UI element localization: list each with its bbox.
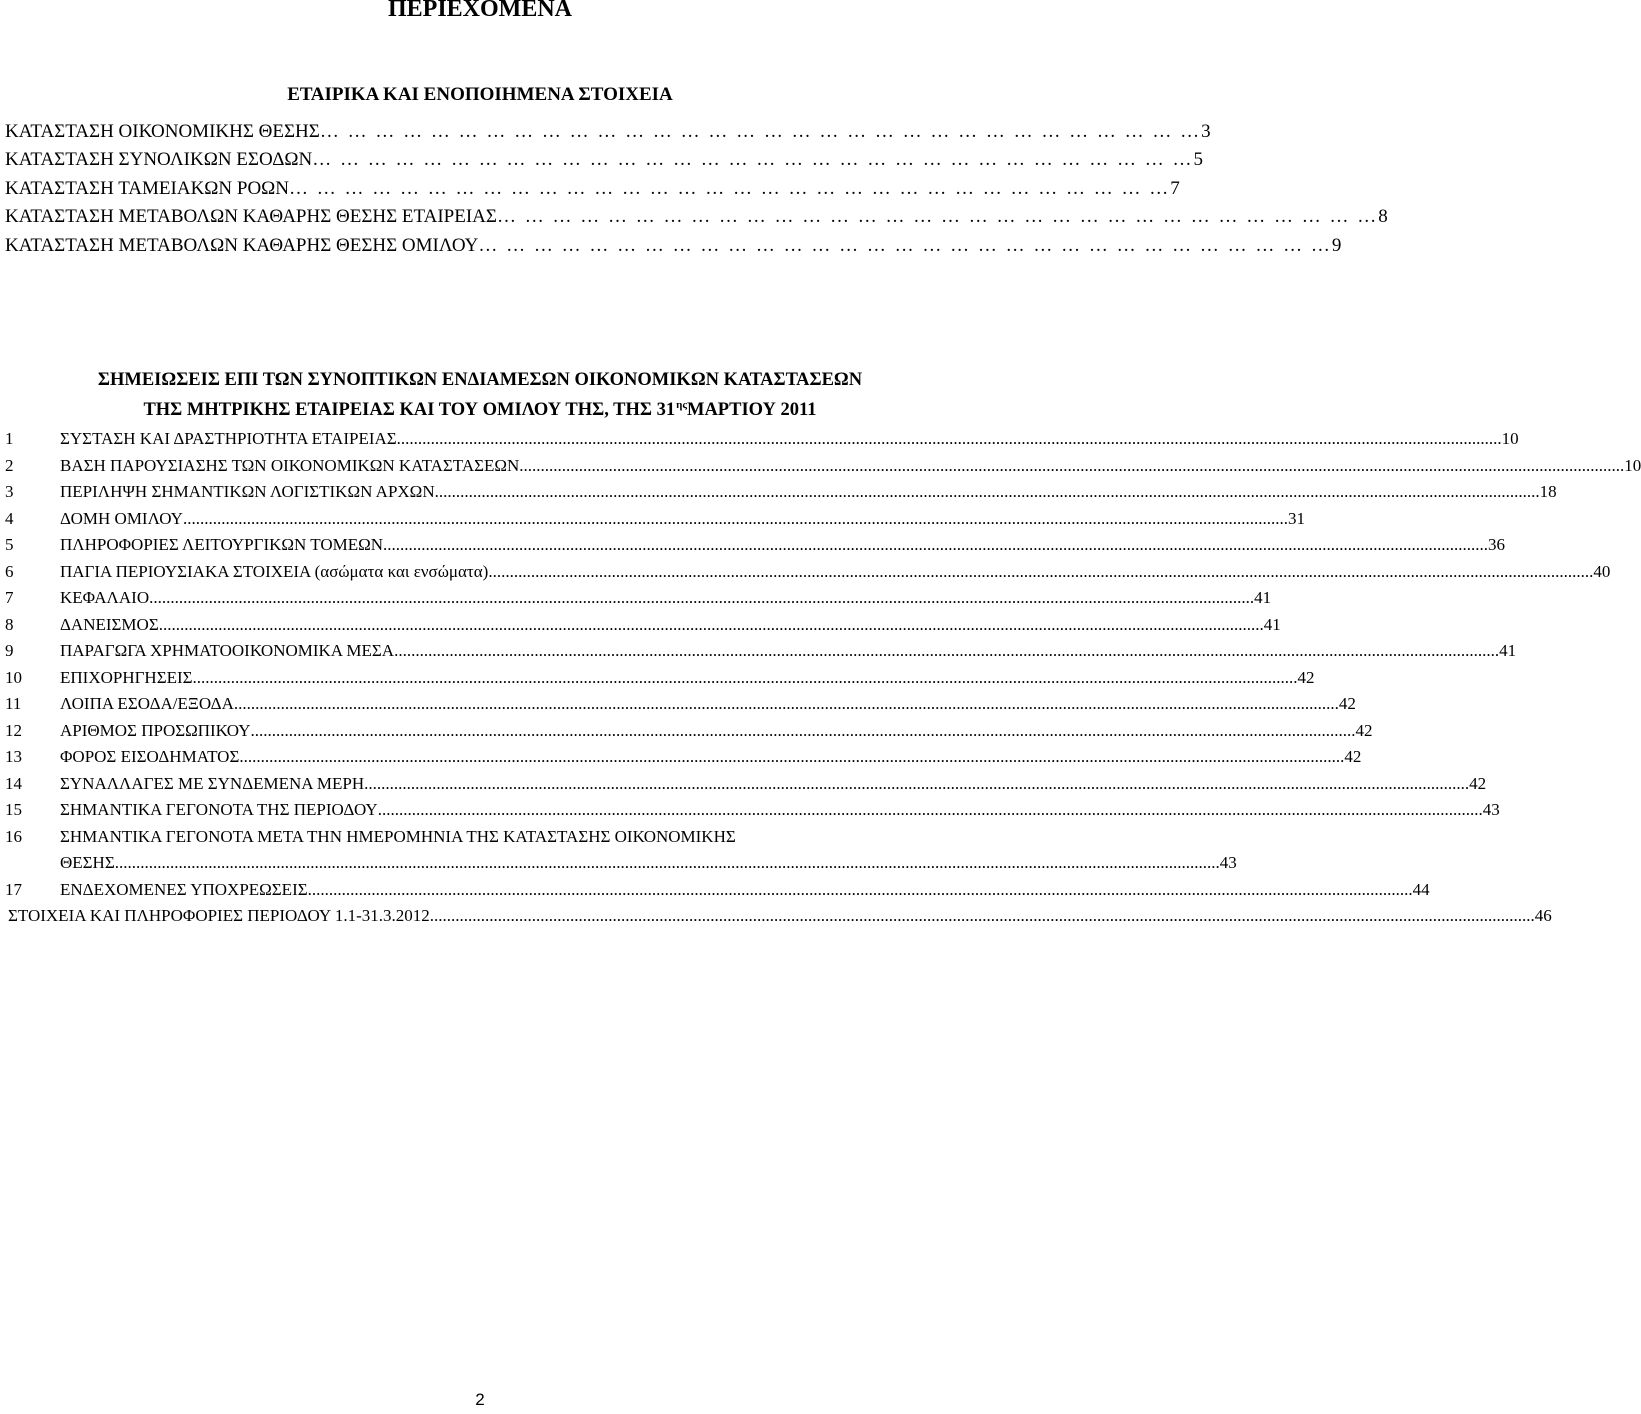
toc-entry-label: ΚΑΤΑΣΤΑΣΗ ΟΙΚΟΝΟΜΙΚΗΣ ΘΕΣΗΣ bbox=[5, 121, 320, 142]
dot-leader: … … … … … … … … … … … … … … … … … … … … … … … … … … … … … … … bbox=[478, 234, 1332, 256]
toc-entry-page: 5 bbox=[1193, 149, 1204, 171]
toc-entry-label: ΣΤΟΙΧΕΙΑ ΚΑΙ ΠΛΗΡΟΦΟΡΙΕΣ ΠΕΡΙΟΔΟΥ 1.1-31.3.2012 bbox=[8, 906, 430, 925]
toc-entry[interactable] bbox=[5, 426, 1519, 453]
dot-leader: .................................................................................................................................................................................................................................................................... bbox=[383, 535, 1489, 554]
dot-leader: … … … … … … … … … … … … … … … … … … … … … … … … … … … … … … … … bbox=[312, 149, 1194, 171]
dot-leader: .................................................................................................................................................................................................................................................................... bbox=[182, 508, 1288, 528]
toc-entry[interactable] bbox=[5, 718, 1373, 745]
toc-entry-number: 5 bbox=[5, 535, 14, 554]
notes-heading-line2-text: ΤΗΣ ΜΗΤΡΙΚΗΣ ΕΤΑΙΡΕΙΑΣ ΚΑΙ ΤΟΥ ΟΜΙΛΟΥ ΤΗΣ, ΤΗΣ 31 bbox=[143, 400, 676, 420]
toc-entry-page: 40 bbox=[1593, 561, 1611, 581]
toc-entry-page: 42 bbox=[1344, 747, 1362, 766]
toc-entry-number: 1 bbox=[5, 429, 14, 448]
toc-entry[interactable] bbox=[5, 585, 1272, 612]
toc-entry[interactable] bbox=[5, 146, 1204, 174]
dot-leader: .................................................................................................................................................................................................................................................................... bbox=[396, 429, 1502, 448]
toc-entry[interactable] bbox=[5, 506, 1305, 533]
dot-leader: .................................................................................................................................................................................................................................................................... bbox=[307, 879, 1413, 899]
toc-entry-label: ΠΑΓΙΑ ΠΕΡΙΟΥΣΙΑΚΑ ΣΤΟΙΧΕΙΑ (ασώματα και ενσώματα) bbox=[60, 561, 489, 581]
toc-entry-page: 10 bbox=[1624, 455, 1641, 475]
toc-entry-label: ΑΡΙΘΜΟΣ ΠΡΟΣΩΠΙΚΟΥ bbox=[60, 720, 251, 740]
toc-entry-label: ΚΕΦΑΛΑΙΟ bbox=[60, 588, 150, 607]
notes-heading-line2-date: ΜΑΡΤΙΟΥ 2011 bbox=[686, 400, 817, 420]
toc-entry-label: ΚΑΤΑΣΤΑΣΗ ΣΥΝΟΛΙΚΩΝ ΕΣΟΔΩΝ bbox=[5, 149, 313, 171]
dot-leader: .................................................................................................................................................................................................................................................................... bbox=[158, 614, 1264, 634]
toc-entry-page: 43 bbox=[1219, 853, 1237, 872]
toc-entry-number: 13 bbox=[5, 747, 22, 766]
dot-leader: … … … … … … … … … … … … … … … … … … … … … … … … … … … … … … … … bbox=[319, 121, 1202, 142]
toc-entry-number: 2 bbox=[5, 455, 14, 475]
dot-leader: .................................................................................................................................................................................................................................................................... bbox=[250, 720, 1356, 740]
toc-entry[interactable] bbox=[5, 175, 1180, 203]
toc-entry[interactable] bbox=[5, 824, 961, 851]
toc-entry-label: ΚΑΤΑΣΤΑΣΗ ΜΕΤΑΒΟΛΩΝ ΚΑΘΑΡΗΣ ΘΕΣΗΣ ΕΤΑΙΡΕΙΑΣ bbox=[5, 206, 497, 228]
dot-leader: .................................................................................................................................................................................................................................................................... bbox=[394, 641, 1500, 660]
toc-entry[interactable] bbox=[5, 612, 1281, 639]
toc-entry-page: 41 bbox=[1263, 614, 1281, 634]
toc-entry-page: 42 bbox=[1297, 667, 1315, 687]
toc-entry-page: 9 bbox=[1331, 234, 1342, 256]
notes-list bbox=[5, 426, 1641, 930]
toc-entry-page: 42 bbox=[1338, 694, 1356, 713]
toc-entry-page: 8 bbox=[1378, 206, 1388, 228]
toc-entry-number: 12 bbox=[5, 720, 22, 740]
toc-entry[interactable] bbox=[5, 479, 1557, 506]
dot-leader: .................................................................................................................................................................................................................................................................... bbox=[149, 588, 1255, 607]
toc-entry-label: ΠΕΡΙΛΗΨΗ ΣΗΜΑΝΤΙΚΩΝ ΛΟΓΙΣΤΙΚΩΝ ΑΡΧΩΝ bbox=[60, 482, 435, 501]
dot-leader: … … … … … … … … … … … … … … … … … … … … … … … … … … … … … … … … bbox=[496, 206, 1379, 228]
toc-entry[interactable] bbox=[5, 232, 1342, 260]
dot-leader: .................................................................................................................................................................................................................................................................... bbox=[434, 482, 1540, 501]
toc-entry-number: 11 bbox=[5, 694, 22, 713]
toc-entry-page: 42 bbox=[1469, 773, 1487, 793]
toc-entry-label: ΚΑΤΑΣΤΑΣΗ ΤΑΜΕΙΑΚΩΝ ΡΟΩΝ bbox=[5, 177, 290, 199]
toc-entry[interactable] bbox=[5, 744, 1362, 771]
toc-entry-number: 17 bbox=[5, 879, 22, 899]
toc-entry-number: 16 bbox=[5, 826, 22, 846]
toc-entry-label: ΔΟΜΗ ΟΜΙΛΟΥ bbox=[60, 508, 183, 528]
toc-entry-page: 36 bbox=[1488, 535, 1506, 554]
toc-entry-page: 41 bbox=[1499, 641, 1517, 660]
notes-heading-line2 bbox=[0, 393, 960, 423]
toc-entry-number: 6 bbox=[5, 561, 14, 581]
toc-entry[interactable] bbox=[5, 638, 1517, 665]
toc-entry-label: ΠΑΡΑΓΩΓΑ ΧΡΗΜΑΤΟΟΙΚΟΝΟΜΙΚΑ ΜΕΣΑ bbox=[60, 641, 395, 660]
dot-leader: .................................................................................................................................................................................................................................................................... bbox=[377, 800, 1483, 819]
dot-leader: .................................................................................................................................................................................................................................................................... bbox=[114, 853, 1220, 872]
toc-entry-label: ΕΠΙΧΟΡΗΓΗΣΕΙΣ bbox=[60, 667, 193, 687]
toc-entry-label: ΣΗΜΑΝΤΙΚΑ ΓΕΓΟΝΟΤΑ ΤΗΣ ΠΕΡΙΟΔΟΥ bbox=[60, 800, 378, 819]
ordinal-superscript: ης bbox=[676, 399, 687, 411]
toc-entry[interactable] bbox=[5, 118, 1211, 146]
toc-entry-page: 46 bbox=[1534, 906, 1552, 925]
toc-entry[interactable] bbox=[5, 453, 1641, 480]
toc-entry[interactable] bbox=[5, 532, 1506, 559]
toc-entry-label: ΒΑΣΗ ΠΑΡΟΥΣΙΑΣΗΣ ΤΩΝ ΟΙΚΟΝΟΜΙΚΩΝ ΚΑΤΑΣΤΑΣΕΩΝ bbox=[60, 455, 520, 475]
toc-entry-number: 14 bbox=[5, 773, 22, 793]
toc-entry-number: 3 bbox=[5, 482, 14, 501]
toc-entry-page: 42 bbox=[1355, 720, 1373, 740]
notes-heading-line1: ΣΗΜΕΙΩΣΕΙΣ ΕΠΙ ΤΩΝ ΣΥΝΟΠΤΙΚΩΝ ΕΝΔΙΑΜΕΣΩΝ ΟΙΚΟΝΟΜΙΚΩΝ ΚΑΤΑΣΤΑΣΕΩΝ bbox=[97, 370, 863, 390]
dot-leader: .................................................................................................................................................................................................................................................................... bbox=[364, 773, 1470, 793]
section-heading-corporate: ΕΤΑΙΡΙΚΑ ΚΑΙ ΕΝΟΠΟΙΗΜΕΝΑ ΣΤΟΙΧΕΙΑ bbox=[287, 84, 673, 105]
toc-entry-number: 10 bbox=[5, 667, 22, 687]
toc-entry-page: 18 bbox=[1539, 482, 1557, 501]
toc-entry[interactable] bbox=[5, 559, 1611, 586]
dot-leader: .................................................................................................................................................................................................................................................................... bbox=[429, 906, 1535, 925]
toc-entry[interactable] bbox=[5, 797, 1500, 824]
toc-entry-label: ΕΝΔΕΧΟΜΕΝΕΣ ΥΠΟΧΡΕΩΣΕΙΣ bbox=[60, 879, 308, 899]
dot-leader: .................................................................................................................................................................................................................................................................... bbox=[192, 667, 1298, 687]
toc-entry-page: 31 bbox=[1287, 508, 1305, 528]
toc-entry-number: 7 bbox=[5, 588, 14, 607]
dot-leader: .................................................................................................................................................................................................................................................................... bbox=[519, 455, 1625, 475]
toc-entry-label: ΣΥΣΤΑΣΗ ΚΑΙ ΔΡΑΣΤΗΡΙΟΤΗΤΑ ΕΤΑΙΡΕΙΑΣ bbox=[60, 429, 397, 448]
page-title: ΠΕΡΙΕΧΟΜΕΝΑ bbox=[387, 0, 572, 22]
toc-entry-number: 8 bbox=[5, 614, 14, 634]
toc-entry-label: ΠΛΗΡΟΦΟΡΙΕΣ ΛΕΙΤΟΥΡΓΙΚΩΝ ΤΟΜΕΩΝ bbox=[60, 535, 384, 554]
toc-entry[interactable] bbox=[5, 691, 1356, 718]
toc-entry-label: ΘΕΣΗΣ bbox=[60, 853, 115, 872]
dot-leader: .................................................................................................................................................................................................................................................................... bbox=[239, 747, 1345, 766]
toc-entry-label: ΦΟΡΟΣ ΕΙΣΟΔΗΜΑΤΟΣ bbox=[60, 747, 240, 766]
dot-leader: … … … … … … … … … … … … … … … … … … … … … … … … … … … … … … … … bbox=[289, 177, 1171, 199]
toc-entry-label: ΛΟΙΠΑ ΕΣΟΔΑ/ΕΞΟΔΑ bbox=[60, 694, 234, 713]
toc-entry[interactable] bbox=[5, 203, 1388, 231]
toc-entry[interactable] bbox=[5, 877, 1430, 904]
toc-entry[interactable] bbox=[5, 665, 1315, 692]
dot-leader: .................................................................................................................................................................................................................................................................... bbox=[488, 561, 1594, 581]
section-heading-notes bbox=[0, 368, 960, 423]
toc-entry[interactable] bbox=[5, 850, 1237, 877]
toc-entry-page: 44 bbox=[1412, 879, 1430, 899]
toc-entry[interactable] bbox=[5, 903, 1552, 930]
toc-entry-page: 3 bbox=[1201, 121, 1211, 142]
toc-entry-page: 10 bbox=[1501, 429, 1519, 448]
toc-entry-number: 15 bbox=[5, 800, 22, 819]
toc-entry-label: ΣΗΜΑΝΤΙΚΑ ΓΕΓΟΝΟΤΑ ΜΕΤΑ ΤΗΝ ΗΜΕΡΟΜΗΝΙΑ ΤΗΣ ΚΑΤΑΣΤΑΣΗΣ ΟΙΚΟΝΟΜΙΚΗΣ bbox=[60, 826, 736, 846]
toc-entry-page: 7 bbox=[1170, 177, 1180, 199]
dot-leader: .................................................................................................................................................................................................................................................................... bbox=[233, 694, 1339, 713]
toc-entry-number: 9 bbox=[5, 641, 14, 660]
toc-entry-label: ΚΑΤΑΣΤΑΣΗ ΜΕΤΑΒΟΛΩΝ ΚΑΘΑΡΗΣ ΘΕΣΗΣ ΟΜΙΛΟΥ bbox=[5, 234, 479, 256]
toc-entry-number: 4 bbox=[5, 508, 14, 528]
toc-entry-label: ΔΑΝΕΙΣΜΟΣ bbox=[60, 614, 159, 634]
toc-entry-page: 43 bbox=[1482, 800, 1500, 819]
toc-entry-label: ΣΥΝΑΛΛΑΓΕΣ ΜΕ ΣΥΝΔΕΜΕΝΑ ΜΕΡΗ bbox=[60, 773, 365, 793]
page-number: 2 bbox=[475, 1390, 485, 1409]
toc-entry[interactable] bbox=[5, 771, 1487, 798]
statements-list bbox=[5, 118, 1388, 260]
toc-entry-page: 41 bbox=[1254, 588, 1272, 607]
